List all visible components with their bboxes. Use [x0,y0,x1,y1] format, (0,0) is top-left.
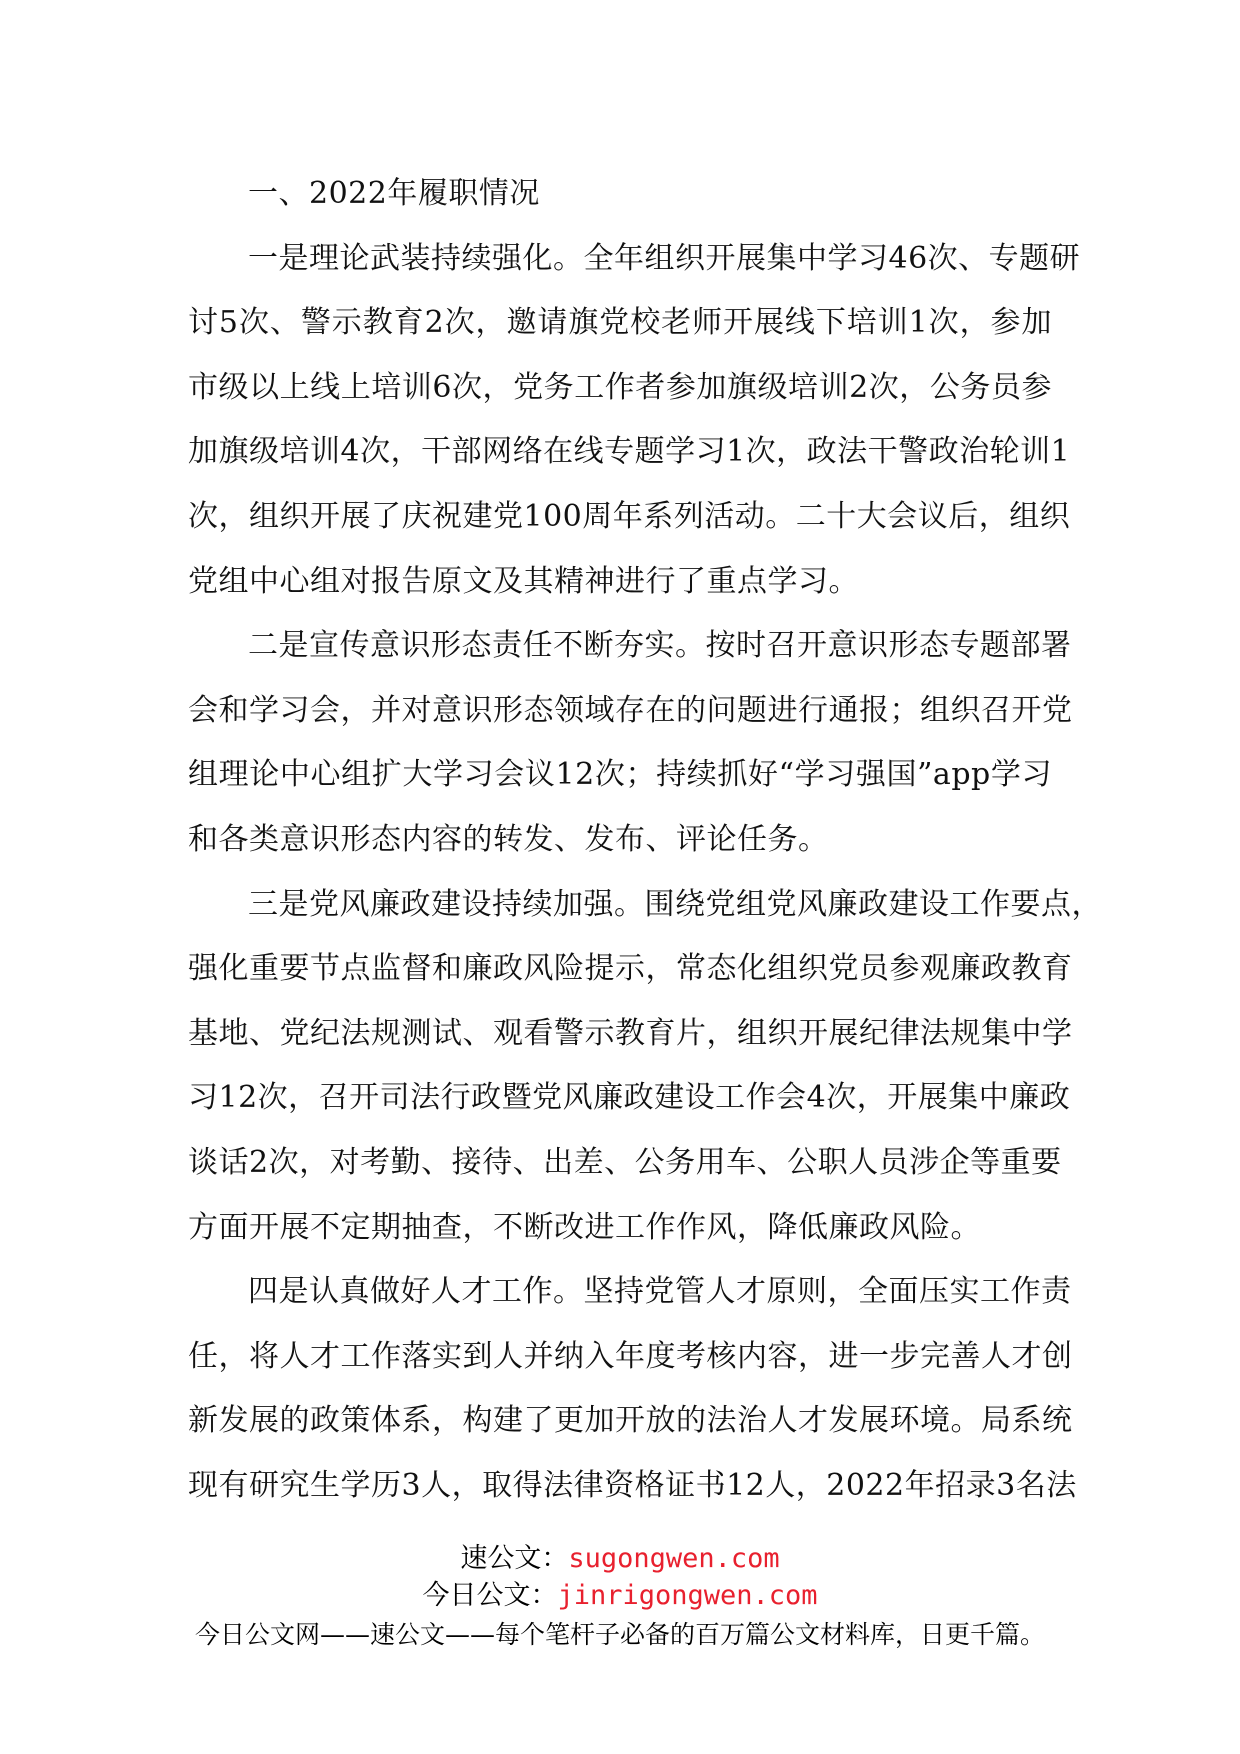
paragraph-line: 组理论中心组扩大学习会议12次；持续抓好“学习强国”app学习 [188,757,1052,793]
footer-sugongwen [0,1536,1240,1575]
footer-label: 今日公文： [422,1580,558,1611]
paragraph-line: 次，组织开展了庆祝建党100周年系列活动。二十大会议后，组织 [188,498,1071,534]
paragraph-line: 和各类意识形态内容的转发、发布、评论任务。 [188,821,829,857]
paragraph-line: 党组中心组对报告原文及其精神进行了重点学习。 [188,563,859,599]
footer-label: 速公文： [460,1543,569,1574]
paragraph-line: 习12次，召开司法行政暨党风廉政建设工作会4次，开展集中廉政 [188,1080,1071,1116]
footer-jinrigongwen [0,1573,1240,1612]
paragraph-line: 方面开展不定期抽查，不断改进工作作风，降低廉政风险。 [188,1209,981,1245]
paragraph-theory-study [188,227,1081,615]
paragraph-talent [188,1260,1077,1518]
section-heading: 一、2022年履职情况 [248,176,540,211]
paragraph-line: 一是理论武装持续强化。全年组织开展集中学习46次、专题研 [248,240,1081,276]
paragraph-line: 现有研究生学历3人，取得法律资格证书12人，2022年招录3名法 [188,1467,1077,1503]
paragraph-line: 市级以上线上培训6次，党务工作者参加旗级培训2次，公务员参 [188,369,1052,405]
footer-slogan: 今日公文网——速公文——每个笔杆子必备的百万篇公文材料库，日更千篇。 [194,1620,1045,1649]
paragraph-line: 基地、党纪法规测试、观看警示教育片，组织开展纪律法规集中学 [188,1015,1073,1051]
paragraph-line: 四是认真做好人才工作。坚持党管人才原则，全面压实工作责 [248,1274,1072,1310]
document-body [188,162,1102,1518]
paragraph-line: 三是党风廉政建设持续加强。围绕党组党风廉政建设工作要点， [248,886,1102,922]
paragraph-line: 任，将人才工作落实到人并纳入年度考核内容，进一步完善人才创 [188,1338,1073,1374]
paragraph-line: 谈话2次，对考勤、接待、出差、公务用车、公职人员涉企等重要 [188,1144,1062,1180]
paragraph-line: 强化重要节点监督和廉政风险提示，常态化组织党员参观廉政教育 [188,951,1073,987]
paragraph-line: 新发展的政策体系，构建了更加开放的法治人才发展环境。局系统 [188,1403,1073,1439]
paragraph-ideology [188,614,1073,872]
paragraph-line: 二是宣传意识形态责任不断夯实。按时召开意识形态专题部署 [248,628,1072,664]
paragraph-integrity [188,873,1102,1261]
footer-link-sugongwen[interactable]: sugongwen.com [568,1543,780,1574]
paragraph-line: 会和学习会，并对意识形态领域存在的问题进行通报；组织召开党 [188,692,1073,728]
paragraph-line: 加旗级培训4次，干部网络在线专题学习1次，政法干警政治轮训1 [188,434,1071,470]
paragraph-line: 讨5次、警示教育2次，邀请旗党校老师开展线下培训1次，参加 [188,305,1052,341]
footer-link-jinrigongwen[interactable]: jinrigongwen.com [557,1580,818,1611]
